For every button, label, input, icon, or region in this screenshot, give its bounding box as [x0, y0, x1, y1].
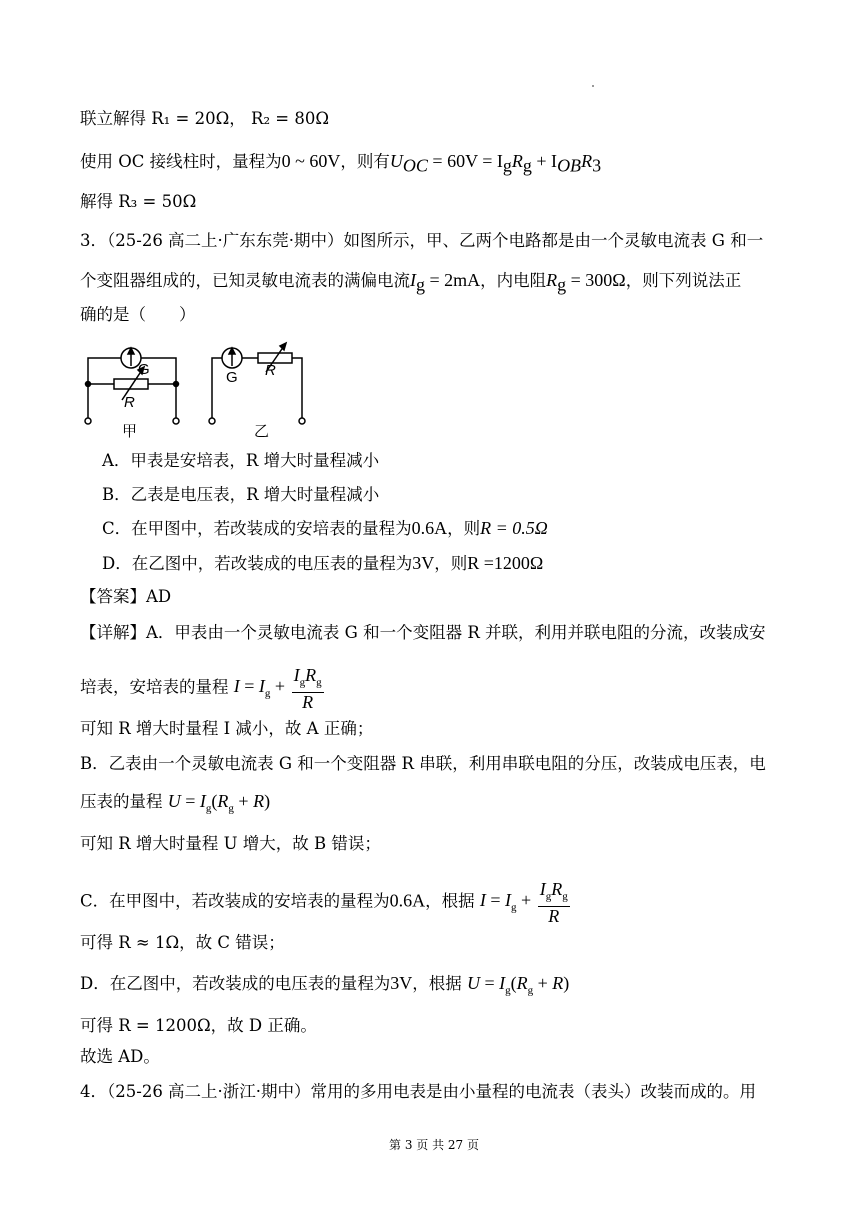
- text-span: C．在甲图中，若改装成的安培表的量程为: [102, 519, 412, 538]
- page-footer: 第 3 页 共 27 页: [389, 1138, 479, 1152]
- text-span: ，根据: [412, 974, 462, 993]
- detail-line-5: [80, 788, 808, 822]
- detail-line-7: [80, 880, 808, 925]
- text-span: ，根据: [425, 891, 475, 911]
- math-span: R = 0.5Ω: [480, 518, 548, 538]
- text-span: 使用 OC 接线柱时，量程为: [80, 152, 282, 171]
- label-r-jia: R: [124, 394, 135, 411]
- text-span: D．在乙图中，若改装成的电压表的量程为: [80, 974, 391, 993]
- solution-line-3: [80, 189, 808, 215]
- detail-line-9: [80, 970, 808, 1004]
- detail-line-10: [80, 1013, 808, 1039]
- math-sub: g: [416, 274, 425, 295]
- math-span: R: [581, 151, 593, 171]
- text-span: 解得 R₃ = 50Ω: [80, 192, 197, 211]
- label-g-yi: G: [226, 369, 238, 386]
- math-span: U: [389, 151, 403, 171]
- junction-dot: [86, 382, 91, 387]
- detail-line-6: [80, 831, 808, 857]
- option-d: [102, 550, 808, 577]
- terminal: [299, 418, 305, 424]
- circuit-figure: [82, 340, 322, 440]
- math-sub: OB: [557, 155, 582, 176]
- text-span: ，则下列说法正: [625, 271, 742, 290]
- option-c: [102, 515, 808, 542]
- text-span: 个变阻器组成的，已知灵敏电流表的满偏电流: [80, 271, 410, 290]
- math-span: 0.6A: [411, 518, 448, 538]
- text-span: 可知 R 增大时量程 I 减小，故 A 正确；: [80, 719, 374, 738]
- answer-line: [80, 584, 808, 610]
- formula-i-parallel-repeat: $I = I_g$ + $\frac{I_gR_g}{R}$: [479, 879, 568, 926]
- detail-line-8: [80, 930, 808, 956]
- math-span: = 300Ω: [566, 270, 626, 290]
- scan-speck: [592, 85, 594, 87]
- solution-line-1: [80, 106, 808, 132]
- text-span: ，内电阻: [480, 271, 547, 290]
- question-4-line-1: [80, 1079, 808, 1105]
- text-span: 3．（25-26 高二上·广东东莞·期中）如图所示，甲、乙两个电路都是由一个灵敏电流表 G 和一: [80, 231, 764, 250]
- detail-line-3: [80, 716, 808, 742]
- math-span: = 60V = I: [427, 151, 503, 171]
- math-span: R =1200Ω: [467, 553, 544, 573]
- text-span: D．在乙图中，若改装成的电压表的量程为: [102, 554, 413, 573]
- text-span: 可得 R = 1200Ω，故 D 正确。: [80, 1016, 317, 1035]
- text-span: 可知 R 增大时量程 U 增大，故 B 错误；: [80, 834, 381, 853]
- fraction: $\frac{I_gR_g}{R}$: [539, 879, 568, 926]
- math-sub: g: [522, 155, 532, 176]
- formula-u-series-repeat: $U = I_g(R_g + R)$: [466, 973, 570, 997]
- option-b: [102, 482, 808, 508]
- text-span: 培表，安培表的量程: [80, 677, 229, 697]
- question-3-line-2: [80, 267, 808, 297]
- text-span: 压表的量程: [80, 792, 163, 811]
- circuit-jia: [85, 348, 179, 424]
- math-span: R: [511, 151, 523, 171]
- text-span: ，则: [447, 519, 481, 538]
- detail-line-4: [80, 751, 808, 777]
- text-span: ，则有: [340, 152, 390, 171]
- math-span: = 2mA: [425, 270, 481, 290]
- math-span: + I: [531, 151, 558, 171]
- text-span: 【详解】A．甲表由一个灵敏电流表 G 和一个变阻器 R 并联，利用并联电阻的分流，改装成安: [80, 623, 766, 642]
- text-span: B．乙表是电压表，R 增大时量程减小: [102, 485, 380, 504]
- question-3-line-1: [80, 228, 808, 254]
- solution-line-2: [80, 148, 808, 178]
- fraction: $\frac{I_gR_g}{R}$: [293, 665, 322, 712]
- math-sub: OC: [402, 155, 428, 176]
- label-r-yi: R: [265, 362, 276, 379]
- rheostat-arrowhead: [280, 343, 286, 350]
- formula-u-series: $U = I_g(R_g + R)$: [167, 791, 271, 815]
- label-jia: 甲: [122, 422, 138, 440]
- detail-line-11: [80, 1044, 808, 1070]
- text-span: 联立解得 R₁ = 20Ω， R₂ = 80Ω: [80, 109, 330, 128]
- math-span: I: [410, 270, 416, 290]
- label-yi: 乙: [254, 422, 270, 440]
- detail-line-1: [80, 620, 808, 646]
- text-span: A．甲表是安培表，R 增大时量程减小: [102, 451, 380, 470]
- wire: [88, 358, 121, 418]
- math-span: 0.6A: [389, 890, 426, 911]
- label-g-jia: G: [138, 361, 150, 378]
- math-span: 3V: [412, 553, 435, 573]
- formula-i-parallel: $I = I_g$ + $\frac{I_gR_g}{R}$: [233, 665, 322, 712]
- math-sub: g: [557, 274, 567, 295]
- wire: [292, 358, 302, 418]
- text-span: 4．（25-26 高二上·浙江·期中）常用的多用电表是由小量程的电流表（表头）改装而成的。用: [80, 1082, 757, 1101]
- option-a: [102, 448, 808, 474]
- math-sub: 3: [592, 155, 602, 176]
- math-span: R: [546, 270, 558, 290]
- math-span: 3V: [390, 973, 413, 993]
- wire: [212, 358, 222, 418]
- circuit-yi: [209, 343, 305, 424]
- math-span: 0 ~ 60V: [281, 151, 341, 171]
- text-span: 确的是（ ）: [80, 305, 196, 324]
- terminal: [173, 418, 179, 424]
- math-sub: g: [502, 155, 512, 176]
- text-span: 【答案】AD: [80, 587, 172, 606]
- detail-line-2: [80, 666, 808, 711]
- text-span: C．在甲图中，若改装成的安培表的量程为: [80, 891, 390, 911]
- terminal: [209, 418, 215, 424]
- text-span: B．乙表由一个灵敏电流表 G 和一个变阻器 R 串联，利用串联电阻的分压，改装成电压表，电: [80, 754, 766, 773]
- text-span: 可得 R ≈ 1Ω，故 C 错误；: [80, 933, 285, 952]
- text-span: ，则: [434, 554, 468, 573]
- text-span: 故选 AD。: [80, 1047, 160, 1066]
- question-3-line-3: [80, 302, 808, 328]
- junction-dot: [174, 382, 179, 387]
- terminal: [85, 418, 91, 424]
